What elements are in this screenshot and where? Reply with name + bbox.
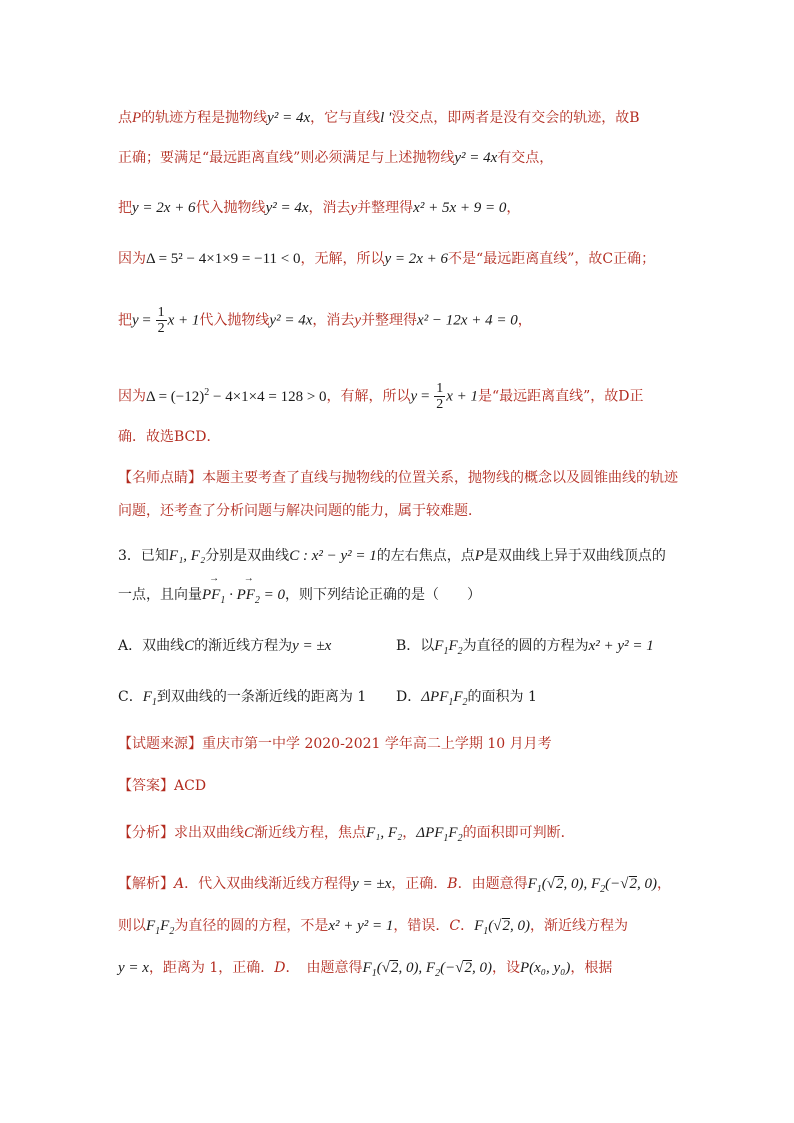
solution-line-3 [118, 958, 612, 978]
math-vector-dot: → $PF_1$ · → $PF_2 = 0$ [202, 587, 285, 603]
math-p: P [132, 110, 142, 126]
text-line-5: 把y = $\frac{1}{2}$ x + 1代入抛物线y² = 4x，消去y并整理得x² − 12x + 4 = 0， [118, 305, 532, 336]
math-f1f2-seg: $F_1F_2$ [146, 918, 175, 937]
section-tag: 【试题来源】 [118, 736, 202, 752]
math-delta1: Δ = 5² − 4×1×9 = −11 < 0 [146, 251, 301, 267]
text: 为直径的圆的方程为 [462, 638, 589, 654]
option-b [396, 636, 654, 656]
source-line [118, 734, 552, 754]
section-tag: 【分析】 [118, 825, 174, 841]
text: ， [517, 312, 532, 329]
math-line1: y = 2x + 6 [132, 200, 196, 216]
text: ，正确． [391, 876, 448, 892]
math-y: y [354, 312, 362, 329]
math-parabola: y² = 4x [269, 312, 313, 329]
math-delta2: $\Delta = (-12)^2 - 4\times 1\times 4 = 128 > 0$ [146, 386, 327, 405]
text: 则以 [118, 918, 146, 934]
math-asymptote: y = ±x [352, 876, 392, 892]
math-hyperbola: C : x² − y² = 1 [289, 548, 377, 564]
text-line-7 [118, 427, 220, 447]
text: 一点，且向量 [118, 587, 202, 603]
text: D． [396, 689, 422, 705]
solution-line-1: 【解析】A．代入双曲线渐近线方程得y = ±x，正确．B．由题意得$F_1(√2$, 0), $F_2(-√2$, 0)， [118, 876, 672, 895]
analysis-line [118, 823, 575, 843]
math-p: P [474, 548, 484, 564]
text: 分别是双曲线 [205, 548, 290, 564]
text: ， [506, 200, 521, 216]
option-a [118, 636, 331, 656]
fraction-numerator: 1 [157, 305, 165, 320]
question-3-line-2 [118, 585, 481, 605]
math-p-coord: P(x₀, y₀) [519, 960, 571, 976]
math-quad2: x² − 12x + 4 = 0 [417, 312, 518, 329]
text: 渐近线方程，焦点 [254, 825, 367, 841]
math-c: C [244, 825, 255, 841]
text: 到双曲线的一条渐近线的距离为 1 [156, 689, 367, 705]
text-line-6: 因为$\Delta = (-12)^2 - 4\times 1\times 4 = 128 > 0$，有解，所以y = $\frac{1}{2}$ x + 1是“最远距离直线”，故D正 [118, 381, 644, 412]
math-f1f2-seg: $F_1F_2$ [434, 638, 463, 657]
text-line-9 [118, 501, 482, 521]
math-f1f2: F₁, F₂ [366, 825, 403, 841]
math-foci-coords: $F_1(√2$, 0), $F_2(-√2$, 0) [362, 960, 492, 979]
text: 并整理得 [357, 200, 414, 216]
fraction-half [434, 381, 445, 412]
text: ，根据 [570, 960, 613, 976]
text: 3．已知 [118, 548, 169, 564]
text-line-1 [118, 108, 640, 128]
text: ．由题意得 [457, 876, 528, 892]
math-parabola: y² = 4x [267, 110, 311, 126]
math-yx: y = x [118, 960, 149, 976]
math-foci-coords: $F_1(√2$, 0), $F_2(-√2$, 0) [527, 876, 658, 895]
text: 代入抛物线 [199, 312, 270, 329]
math-parabola: y² = 4x [265, 200, 309, 216]
text: ，设 [491, 960, 520, 976]
text: 没交点，即两者是没有交会的轨迹，故B [391, 110, 640, 126]
solution-line-2 [118, 916, 628, 936]
option-c [118, 687, 366, 707]
text: 重庆市第一中学 2020-2021 学年高二上学期 10 月月考 [202, 736, 552, 752]
text: 把 [118, 312, 132, 329]
text: 因为 [118, 388, 146, 405]
text: C． [118, 689, 143, 705]
text-line-4 [118, 249, 655, 269]
text: 确．故选BCD． [118, 429, 221, 445]
text: 把 [118, 200, 132, 216]
answer-line [118, 776, 206, 796]
math-lprime: l ' [380, 110, 392, 126]
math-f1f2: F₁, F₂ [168, 548, 206, 564]
text: 是“最远距离直线”，故D正 [477, 388, 644, 405]
math-y: y [132, 312, 139, 329]
text: ，距离为 1，正确． [148, 960, 275, 976]
text: 的轨迹方程是抛物线 [141, 110, 268, 126]
math-triangle: $\Delta PF_1F_2$ [416, 825, 463, 844]
text: ，无解，所以 [300, 251, 385, 267]
text: ． [460, 918, 475, 934]
text: ，则下列结论正确的是（ ） [285, 587, 482, 603]
math-y: y [410, 388, 418, 405]
math-circle: x² + y² = 1 [588, 638, 654, 654]
text: 代入抛物线 [195, 200, 266, 216]
text: 的面积即可判断． [462, 825, 575, 841]
text: 因为 [118, 251, 146, 267]
label-a: A [174, 876, 185, 892]
math-c: C [184, 638, 195, 654]
label-c: C [449, 918, 461, 934]
text: 的渐近线方程为 [194, 638, 293, 654]
text: B．以 [396, 638, 435, 654]
text: ，有解，所以 [326, 388, 411, 405]
fraction-denominator: 2 [436, 397, 444, 412]
section-tag: 【解析】 [118, 876, 174, 892]
math-line2-tail: x + 1 [446, 388, 478, 405]
math-line2-tail: x + 1 [167, 312, 200, 329]
math-line1: y = 2x + 6 [384, 251, 449, 267]
question-3-line-1 [118, 546, 666, 566]
math-asymptote: y = ±x [292, 638, 332, 654]
text: 有交点， [497, 150, 554, 166]
math-f1: $F_1$ [142, 689, 157, 708]
label-b: B [447, 876, 458, 892]
math-triangle: $\Delta PF_1F_2$ [421, 689, 468, 708]
section-tag: 【名师点睛】 [118, 470, 202, 486]
text: ，渐近线方程为 [530, 918, 629, 934]
label-d: D [274, 960, 286, 976]
text: 为直径的圆的方程，不是 [174, 918, 329, 934]
math-y: y [350, 200, 358, 216]
text: A．双曲线 [118, 638, 185, 654]
text: ， [402, 825, 417, 841]
text: 点 [118, 110, 132, 126]
text: 的面积为 1 [467, 689, 537, 705]
math-parabola: y² = 4x [454, 150, 498, 166]
text-line-8 [118, 468, 678, 488]
fraction-numerator: 1 [436, 381, 444, 396]
text: 求出双曲线 [174, 825, 244, 841]
math-quad1: x² + 5x + 9 = 0 [413, 200, 507, 216]
text: 是双曲线上异于双曲线顶点的 [483, 548, 666, 564]
text: 本题主要考查了直线与抛物线的位置关系，抛物线的概念以及圆锥曲线的轨迹 [202, 470, 678, 486]
option-d [396, 687, 537, 707]
text: 并整理得 [361, 312, 418, 329]
text-line-2 [118, 148, 553, 168]
text: ，消去 [308, 200, 351, 216]
text-line-3 [118, 198, 520, 218]
text: 问题，还考查了分析问题与解决问题的能力，属于较难题． [118, 503, 482, 519]
section-tag: 【答案】 [118, 778, 174, 794]
text: ，消去 [312, 312, 355, 329]
text: ，它与直线 [310, 110, 381, 126]
text: 正确；要满足“最远距离直线”则必须满足与上述抛物线 [118, 150, 455, 166]
text: ． 由题意得 [285, 960, 363, 976]
math-circle: x² + y² = 1 [328, 918, 394, 934]
text: 不是“最远距离直线”，故C正确； [448, 251, 656, 267]
fraction-half [156, 305, 167, 336]
answer-value: ACD [174, 778, 207, 794]
text: ．代入双曲线渐近线方程得 [184, 876, 353, 892]
text: ，错误． [393, 918, 450, 934]
fraction-denominator: 2 [157, 321, 165, 336]
text: 的左右焦点，点 [376, 548, 475, 564]
math-f1-coord: $F_1(√2$, 0) [474, 918, 531, 937]
